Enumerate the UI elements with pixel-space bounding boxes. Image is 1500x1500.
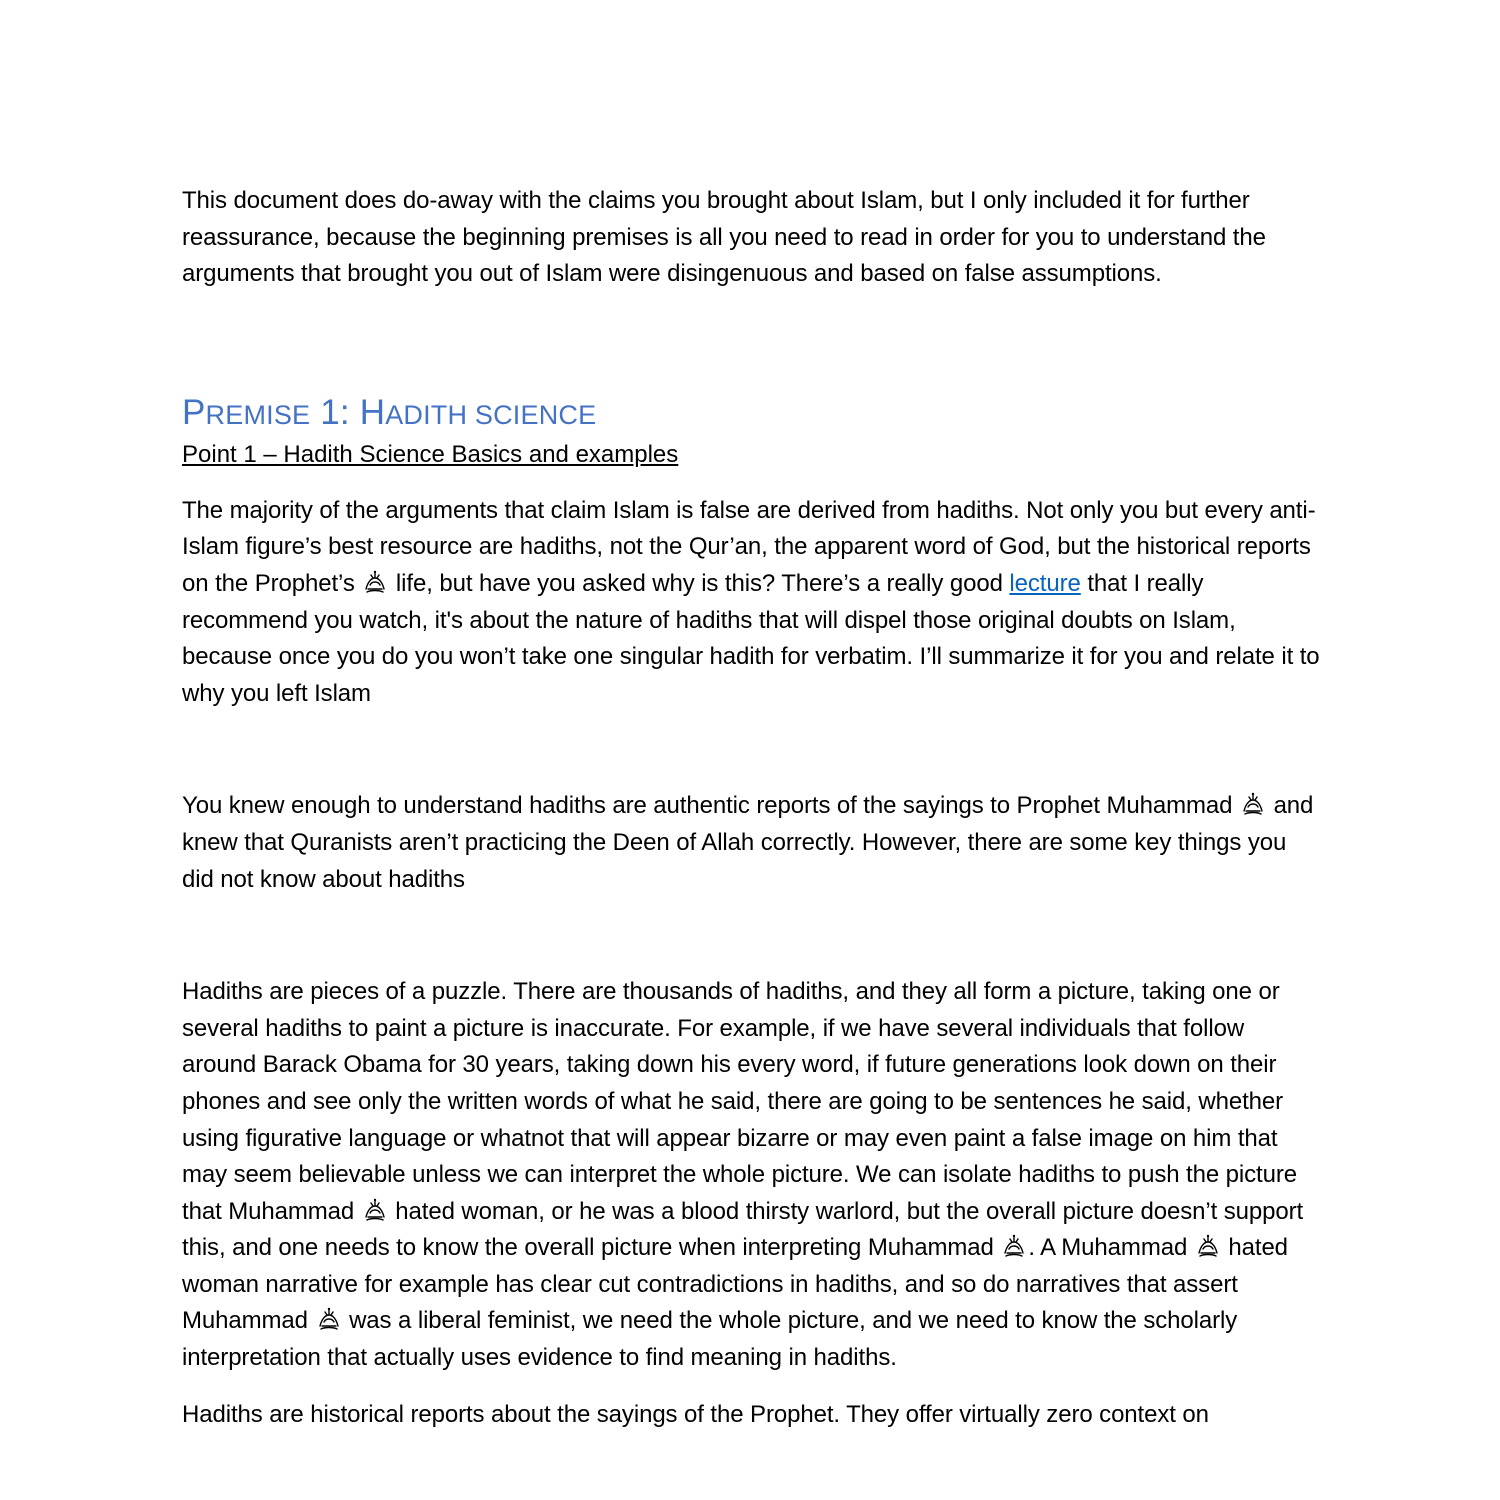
pbuh-icon [362,1197,388,1223]
pbuh-icon [316,1306,342,1332]
paragraph-hadith-arguments: The majority of the arguments that claim Islam is false are derived from hadiths. Not only you but every anti-Islam figure’s best resource are hadiths, not the Qur’an, the apparent word of God, but the historical reports on the Prophet’s life, but have you asked why is this? There’s a really good lecture that I really recommend you watch, it's about the nature of hadiths that will dispel those original doubts on Islam, because once you do you won’t take one singular hadith for verbatim. I’ll summarize it for you and relate it to why you left Islam [182,496,1320,707]
heading-number: 1: [310,392,360,432]
heading-word-premise: REMISE [205,399,311,430]
pbuh-icon [1195,1233,1221,1259]
lecture-link[interactable]: lecture [1009,569,1081,597]
pbuh-icon [1240,791,1266,817]
pbuh-icon [1001,1233,1027,1259]
pbuh-icon [362,569,388,595]
point-1-title: Point 1 – Hadith Science Basics and examples [182,440,679,468]
heading-word-hadith-science: ADITH SCIENCE [385,399,597,430]
paragraph-authentic-reports: You knew enough to understand hadiths are authentic reports of the sayings to Prophet Muhammad and knew that Quranists aren’t practicing the Deen of Allah correctly. However, there are some key things you did not know about hadiths [182,792,1314,893]
paragraph-historical-reports: Hadiths are historical reports about the sayings of the Prophet. They offer virtually zero context on [182,1400,1209,1428]
paragraph-puzzle: Hadiths are pieces of a puzzle. There are thousands of hadiths, and they all form a picture, taking one or several hadiths to paint a picture is inaccurate. For example, if we have several individuals that follow around Barack Obama for 30 years, taking down his every word, if future generations look down on their phones and see only the written words of what he said, there are going to be sentences he said, whether using figurative language or whatnot that will appear bizarre or may even paint a false image on him that may seem believable unless we can interpret the whole picture. We can isolate hadiths to push the picture that Muhammad hated woman, or he was a blood thirsty warlord, but the overall picture doesn’t support this, and one needs to know the overall picture when interpreting Muhammad . A Muhammad hated woman narrative for example has clear cut contradictions in hadiths, and so do narratives that assert Muhammad was a liberal feminist, we need the whole picture, and we need to know the scholarly interpretation that actually uses evidence to find meaning in hadiths. [182,978,1304,1372]
intro-paragraph: This document does do-away with the claims you brought about Islam, but I only included it for further reassurance, because the beginning premises is all you need to read in order for you to understand the arguments that brought you out of Islam were disingenuous and based on false assumptions. [182,187,1266,288]
heading-initial-h: H [359,392,386,432]
document-page [182,183,1322,1433]
premise-1-heading [182,391,1322,437]
heading-initial-p: P [182,392,206,432]
